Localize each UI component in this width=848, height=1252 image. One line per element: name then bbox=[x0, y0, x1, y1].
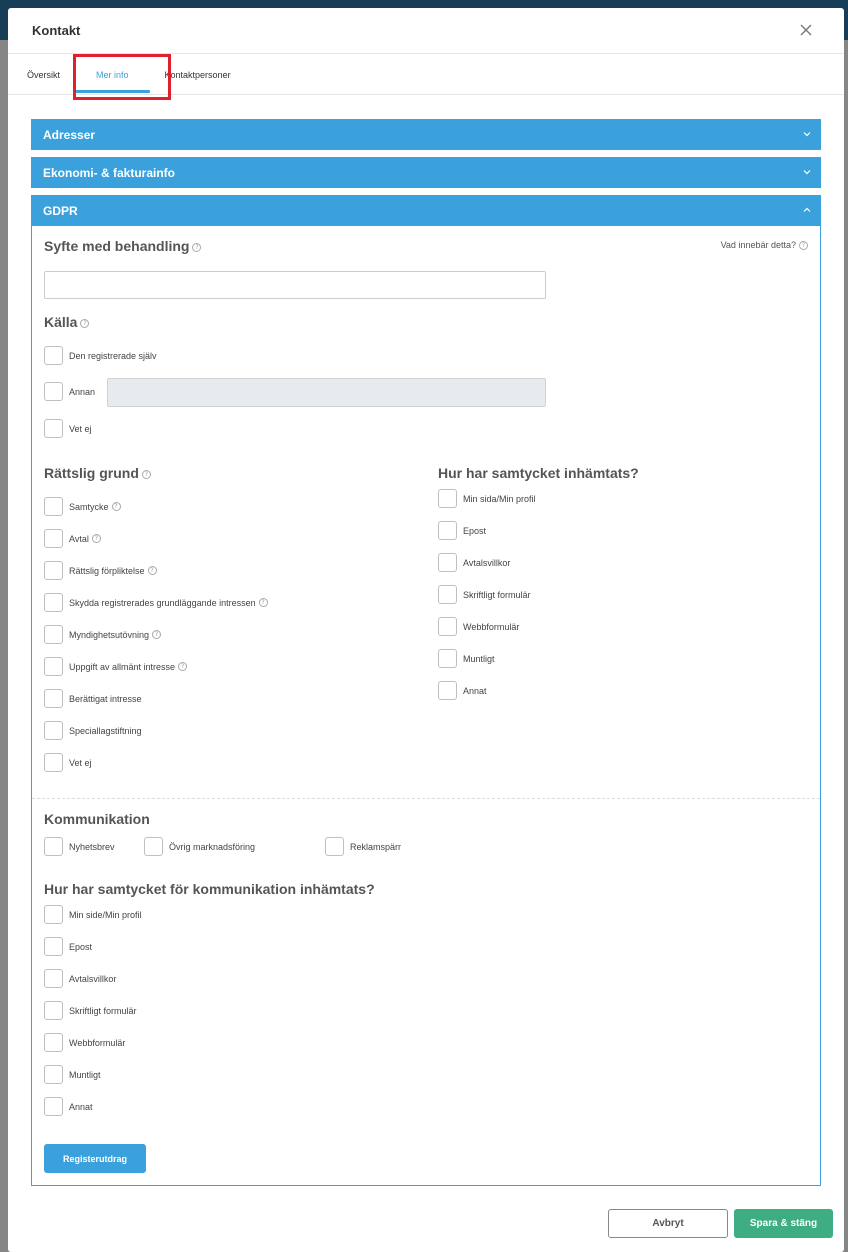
accordion-adresser[interactable] bbox=[31, 119, 821, 150]
checkbox[interactable] bbox=[44, 689, 63, 708]
checkbox[interactable] bbox=[44, 1065, 63, 1084]
communication-consent-option[interactable] bbox=[44, 1033, 125, 1052]
tab-kontaktpersoner[interactable]: Kontaktpersoner bbox=[164, 70, 231, 80]
checkbox[interactable] bbox=[44, 625, 63, 644]
purpose-input[interactable] bbox=[44, 271, 546, 299]
help-icon[interactable]: ? bbox=[112, 502, 121, 511]
checkbox[interactable] bbox=[44, 529, 63, 548]
checkbox-label: Övrig marknadsföring bbox=[169, 841, 256, 852]
consent-option[interactable] bbox=[438, 585, 531, 604]
checkbox[interactable] bbox=[44, 721, 63, 740]
help-icon[interactable]: ? bbox=[92, 534, 101, 543]
legal-option[interactable] bbox=[44, 497, 121, 516]
help-icon[interactable]: ? bbox=[152, 630, 161, 639]
accordion-gdpr-label: GDPR bbox=[43, 203, 78, 218]
legal-title-text: Rättslig grund bbox=[44, 465, 139, 481]
checkbox-label: Annat bbox=[69, 1101, 93, 1112]
help-icon[interactable]: ? bbox=[259, 598, 268, 607]
checkbox[interactable] bbox=[44, 837, 63, 856]
checkbox-label: Avtalsvillkor bbox=[463, 557, 511, 568]
legal-option[interactable] bbox=[44, 561, 157, 580]
communication-option[interactable] bbox=[44, 837, 115, 856]
gdpr-panel bbox=[31, 226, 821, 1186]
source-title-text: Källa bbox=[44, 314, 78, 330]
checkbox[interactable] bbox=[44, 497, 63, 516]
checkbox[interactable] bbox=[44, 346, 63, 365]
checkbox-label: Reklamspärr bbox=[350, 841, 402, 852]
consent-option[interactable] bbox=[438, 521, 486, 540]
checkbox-label: Speciallagstiftning bbox=[69, 725, 142, 736]
checkbox-label: Muntligt bbox=[69, 1069, 101, 1080]
checkbox[interactable] bbox=[44, 561, 63, 580]
checkbox[interactable] bbox=[44, 1097, 63, 1116]
consent-option[interactable] bbox=[438, 553, 510, 572]
legal-option[interactable] bbox=[44, 593, 268, 612]
save-close-button[interactable]: Spara & stäng bbox=[734, 1209, 833, 1238]
consent-option[interactable] bbox=[438, 649, 495, 668]
checkbox[interactable] bbox=[44, 1033, 63, 1052]
communication-consent-option[interactable] bbox=[44, 905, 142, 924]
accordion-gdpr[interactable] bbox=[31, 195, 821, 226]
checkbox[interactable] bbox=[438, 617, 457, 636]
checkbox-label: Den registrerade själv bbox=[69, 350, 157, 361]
legal-option[interactable] bbox=[44, 657, 187, 676]
help-icon[interactable]: ? bbox=[192, 243, 201, 252]
help-icon: ? bbox=[799, 241, 808, 250]
modal-content bbox=[31, 119, 821, 1186]
section-divider bbox=[32, 798, 820, 799]
legal-option[interactable] bbox=[44, 529, 101, 548]
checkbox[interactable] bbox=[44, 905, 63, 924]
checkbox[interactable] bbox=[44, 382, 63, 401]
purpose-title bbox=[44, 238, 201, 254]
checkbox-label: Vet ej bbox=[69, 757, 92, 768]
consent-option[interactable] bbox=[438, 489, 536, 508]
legal-option[interactable] bbox=[44, 721, 142, 740]
checkbox-label: Nyhetsbrev bbox=[69, 841, 115, 852]
checkbox[interactable] bbox=[44, 969, 63, 988]
source-option[interactable] bbox=[44, 382, 95, 401]
checkbox-label: Annat bbox=[463, 685, 487, 696]
checkbox-label: Berättigat intresse bbox=[69, 693, 142, 704]
modal-title: Kontakt bbox=[32, 23, 81, 38]
checkbox[interactable] bbox=[438, 585, 457, 604]
source-option[interactable] bbox=[44, 419, 92, 438]
checkbox-label: Vet ej bbox=[69, 423, 92, 434]
checkbox-label: Avtalsvillkor bbox=[69, 973, 117, 984]
consent-option[interactable] bbox=[438, 617, 519, 636]
checkbox-label: Myndighetsutövning bbox=[69, 629, 150, 640]
checkbox[interactable] bbox=[44, 593, 63, 612]
checkbox[interactable] bbox=[44, 753, 63, 772]
checkbox-label: Uppgift av allmänt intresse bbox=[69, 661, 176, 672]
help-icon[interactable]: ? bbox=[80, 319, 89, 328]
checkbox-label: Avtal bbox=[69, 533, 89, 544]
communication-consent-option[interactable] bbox=[44, 969, 116, 988]
checkbox-label: Annan bbox=[69, 386, 96, 397]
checkbox[interactable] bbox=[44, 657, 63, 676]
checkbox-label: Skriftligt formulär bbox=[463, 589, 531, 600]
checkbox-label: Muntligt bbox=[463, 653, 495, 664]
checkbox-label: Min sida/Min profil bbox=[463, 493, 536, 504]
checkbox[interactable] bbox=[438, 681, 457, 700]
checkbox-label: Rättslig förpliktelse bbox=[69, 565, 145, 576]
communication-option[interactable] bbox=[325, 837, 401, 856]
checkbox[interactable] bbox=[438, 649, 457, 668]
checkbox[interactable] bbox=[44, 419, 63, 438]
communication-consent-option[interactable] bbox=[44, 1065, 101, 1084]
checkbox-label: Skydda registrerades grundläggande intressen bbox=[69, 597, 256, 608]
register-extract-button[interactable]: Registerutdrag bbox=[44, 1144, 146, 1173]
checkbox-label: Epost bbox=[69, 941, 93, 952]
cancel-button[interactable]: Avbryt bbox=[608, 1209, 728, 1238]
communication-option[interactable] bbox=[144, 837, 255, 856]
checkbox[interactable] bbox=[438, 489, 457, 508]
checkbox-label: Webbformulär bbox=[69, 1037, 126, 1048]
checkbox[interactable] bbox=[44, 1001, 63, 1020]
checkbox[interactable] bbox=[44, 937, 63, 956]
source-title bbox=[44, 314, 89, 330]
tab-mer-info[interactable]: Mer info bbox=[75, 70, 150, 94]
chevron-up-icon bbox=[803, 206, 811, 214]
help-link[interactable] bbox=[721, 240, 808, 250]
checkbox-label: Min side/Min profil bbox=[69, 909, 142, 920]
modal-header bbox=[8, 8, 844, 54]
legal-option[interactable] bbox=[44, 625, 161, 644]
checkbox[interactable] bbox=[438, 553, 457, 572]
accordion-ekonomi[interactable] bbox=[31, 157, 821, 188]
help-icon[interactable]: ? bbox=[148, 566, 157, 575]
purpose-title-text: Syfte med behandling bbox=[44, 238, 190, 254]
chevron-down-icon bbox=[803, 130, 811, 138]
consent-option[interactable] bbox=[438, 681, 487, 700]
help-icon[interactable]: ? bbox=[142, 470, 151, 479]
communication-consent-option[interactable] bbox=[44, 1001, 137, 1020]
legal-option[interactable] bbox=[44, 689, 142, 708]
checkbox[interactable] bbox=[325, 837, 344, 856]
communication-consent-option[interactable] bbox=[44, 937, 92, 956]
legal-option[interactable] bbox=[44, 753, 92, 772]
communication-title: Kommunikation bbox=[44, 811, 150, 827]
help-link-text: Vad innebär detta? bbox=[720, 240, 796, 250]
source-other-input[interactable] bbox=[107, 378, 546, 407]
checkbox-label: Epost bbox=[463, 525, 487, 536]
checkbox-label: Skriftligt formulär bbox=[69, 1005, 137, 1016]
help-icon[interactable]: ? bbox=[178, 662, 187, 671]
checkbox[interactable] bbox=[438, 521, 457, 540]
checkbox[interactable] bbox=[144, 837, 163, 856]
chevron-down-icon bbox=[803, 168, 811, 176]
close-icon[interactable] bbox=[798, 22, 814, 38]
accordion-ekonomi-label: Ekonomi- & fakturainfo bbox=[43, 165, 176, 180]
communication-consent-title: Hur har samtycket för kommunikation inhämtats? bbox=[44, 881, 375, 897]
source-option[interactable] bbox=[44, 346, 157, 365]
checkbox-label: Samtycke bbox=[69, 501, 109, 512]
checkbox-label: Webbformulär bbox=[463, 621, 520, 632]
tab-bar bbox=[8, 54, 844, 95]
tab-oversikt[interactable]: Översikt bbox=[27, 70, 61, 80]
communication-consent-option[interactable] bbox=[44, 1097, 93, 1116]
consent-title: Hur har samtycket inhämtats? bbox=[438, 465, 639, 481]
legal-title bbox=[44, 465, 151, 481]
accordion-adresser-label: Adresser bbox=[43, 127, 96, 142]
contact-modal bbox=[8, 8, 844, 1252]
